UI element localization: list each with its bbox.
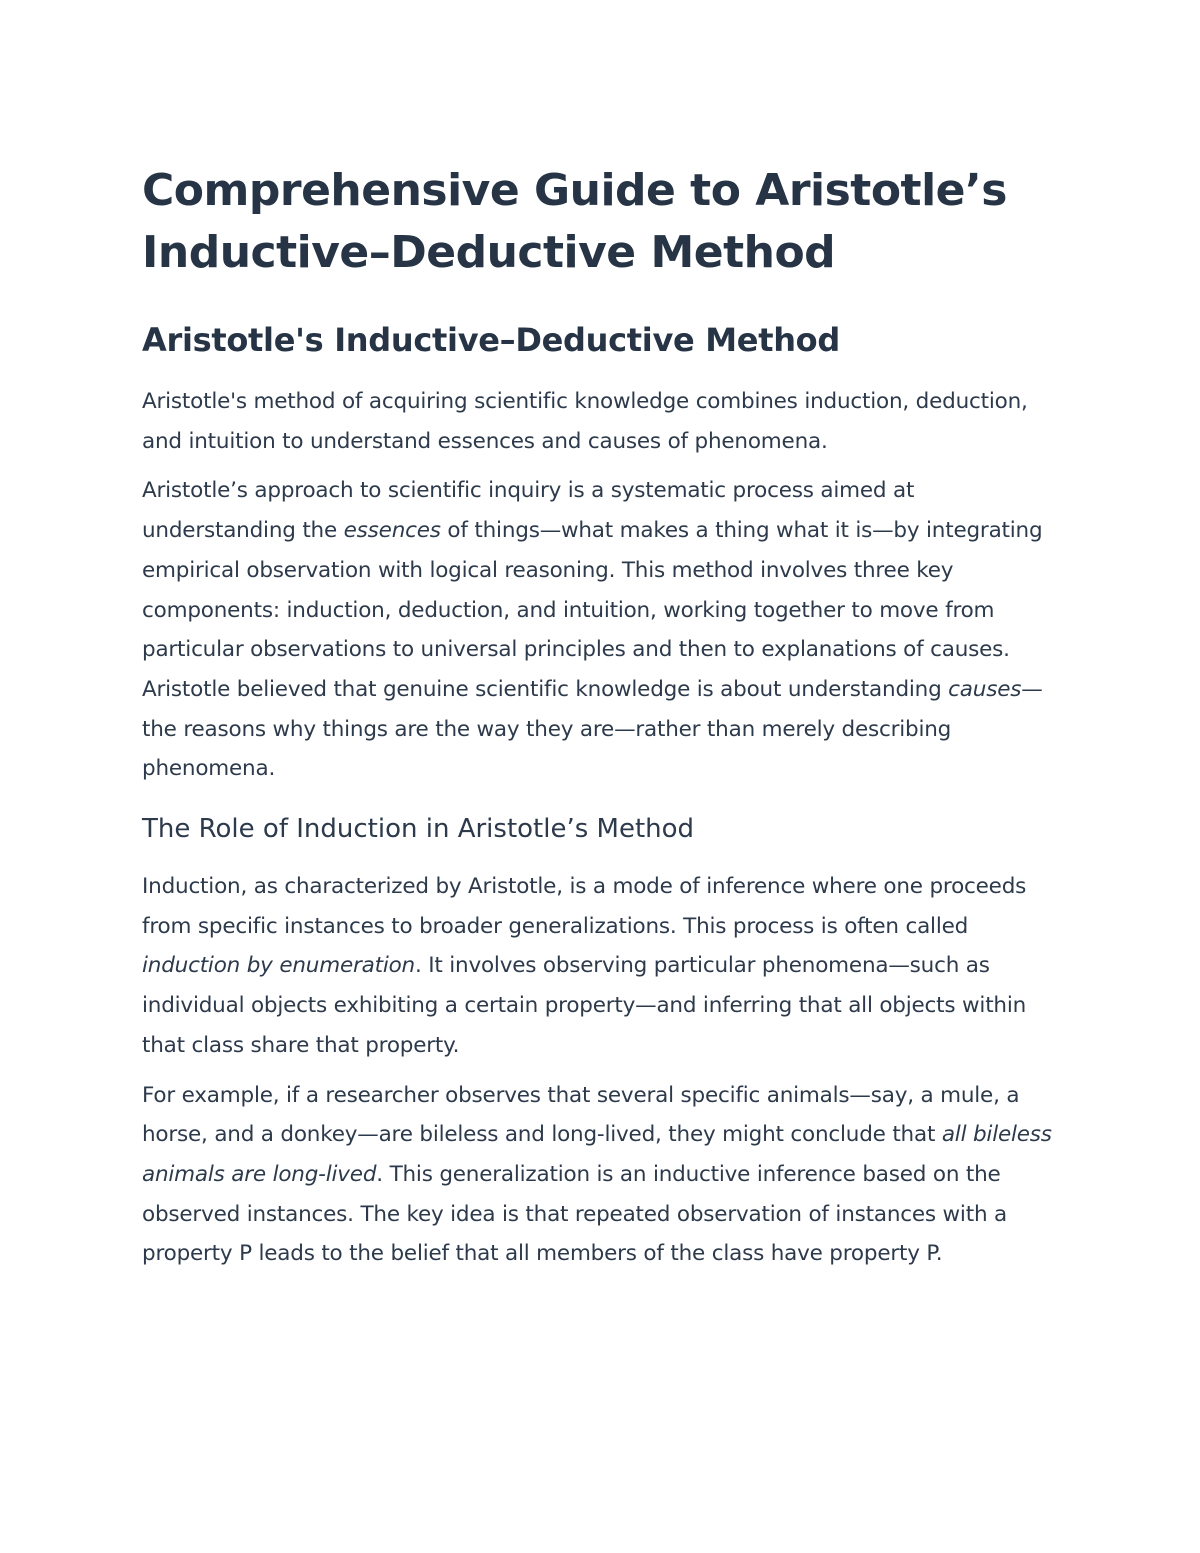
induction-paragraph [142, 867, 1062, 1066]
example-text-1: For example, if a researcher observes that several specific animals—say, a mule, a horse, and a donkey—are bileless and long-lived, they might conclude that [142, 1082, 1020, 1148]
intro-text-1: Aristotle’s approach to scientific inquiry is a systematic process aimed at understanding the [142, 478, 915, 544]
summary-paragraph: Aristotle's method of acquiring scientific knowledge combines induction, deduction, and intuition to understand essences and causes of phenomena. [142, 389, 1028, 454]
intro-emphasis-causes: causes [948, 676, 1022, 702]
example-paragraph [142, 1076, 1062, 1275]
intro-paragraph [142, 471, 1062, 789]
intro-text-2: of things—what makes a thing what it is—by integrating empirical observation with logical reasoning. This method involves three key components: induction, deduction, and intuition, working together to move from particular observations to universal principles and then to explanations of causes. Aristotle believed that genuine scientific knowledge is about understanding [142, 518, 1043, 702]
induction-text-2: . It involves observing particular phenomena—such as individual objects exhibiting a certain property—and inferring that all objects within that class share that property. [142, 953, 1027, 1058]
example-emphasis: all bileless animals are long-lived [142, 1122, 1052, 1187]
induction-emphasis: induction by enumeration [142, 953, 415, 979]
subsection-heading: The Role of Induction in Aristotle’s Method [142, 814, 695, 845]
document-title: Comprehensive Guide to Aristotle’s Inductive–Deductive Method [142, 165, 1007, 278]
intro-text-3: —the reasons why things are the way they are—rather than merely describing phenomena. [142, 676, 1043, 782]
example-text-2: . This generalization is an inductive inference based on the observed instances. The key idea is that repeated observation of instances with a property P leads to the belief that all members of the class have property P. [142, 1161, 1007, 1267]
document-page [142, 160, 1062, 1274]
section-heading: Aristotle's Inductive–Deductive Method [142, 321, 840, 359]
induction-text-1: Induction, as characterized by Aristotle, is a mode of inference where one proceeds from specific instances to broader generalizations. This process is often called [142, 874, 1027, 939]
intro-emphasis-essences: essences [343, 518, 441, 544]
